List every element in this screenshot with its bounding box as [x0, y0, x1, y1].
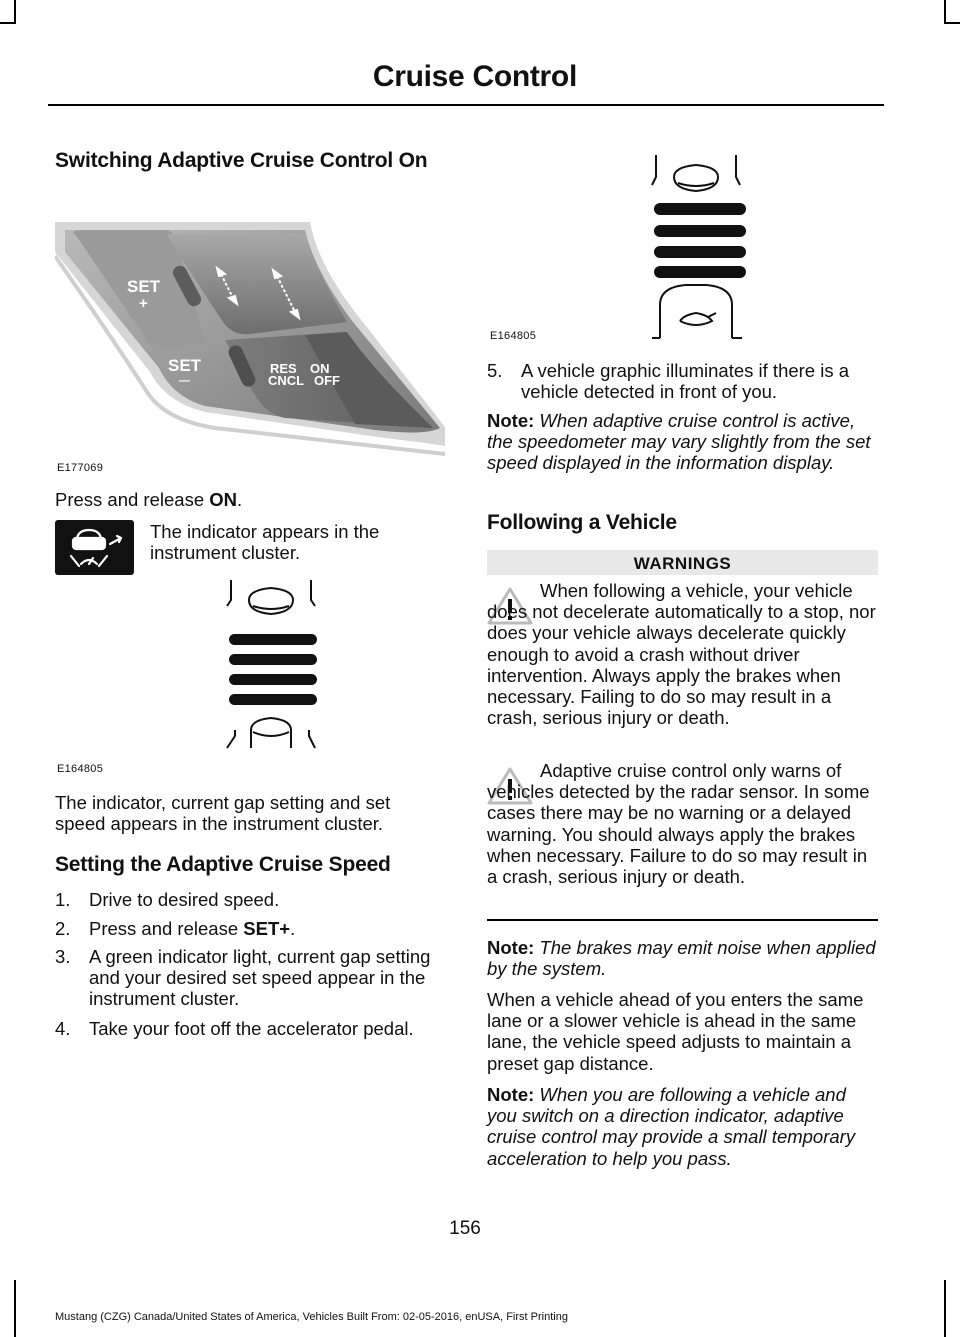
figure-code: E177069 — [57, 462, 104, 474]
set-minus-label: SET — [168, 356, 202, 375]
set-plus-label: SET — [127, 277, 161, 296]
figure-code: E164805 — [57, 763, 104, 775]
gap-distance-figure — [225, 580, 325, 750]
heading-setting-speed: Setting the Adaptive Cruise Speed — [55, 853, 391, 876]
list-item: 5. A vehicle graphic illuminates if there is a vehicle detected in front of you. — [487, 360, 850, 403]
plus-label: + — [139, 295, 148, 312]
warning-text: When following a vehicle, your vehicle does not decelerate automatically to a stop, nor does your vehicle always decelerate quickly enough to avoid a crash without driver intervention. Always apply the brakes when necessary. Failing to do so may result in a crash, serious injury or death. — [487, 580, 876, 729]
heading-switching-on: Switching Adaptive Cruise Control On — [55, 149, 428, 172]
warnings-header: WARNINGS — [487, 550, 878, 575]
indicator-gap-paragraph: The indicator, current gap setting and set speed appears in the instrument cluster. — [55, 792, 391, 835]
page-title: Cruise Control — [372, 60, 577, 93]
list-item: 2. Press and release SET+. — [55, 918, 296, 939]
indicator-appears-text: The indicator appears in the instrument cluster. — [150, 521, 380, 564]
heading-following-vehicle: Following a Vehicle — [487, 511, 677, 534]
minus-label: — — [179, 375, 190, 387]
list-item: 3. A green indicator light, current gap setting and your desired set speed appear in the instrument cluster. — [55, 946, 431, 1010]
warnings-end-rule — [487, 919, 878, 921]
note-speedometer: Note: When adaptive cruise control is active, the speedometer may vary slightly from the set speed displayed in the information display. — [487, 410, 871, 474]
list-item: 4. Take your foot off the accelerator pedal. — [55, 1018, 414, 1039]
figure-code: E164805 — [490, 330, 537, 342]
cncl-label: CNCL — [268, 373, 305, 388]
on-label: ON — [310, 361, 330, 376]
warning-item — [487, 760, 878, 910]
cruise-indicator-icon — [55, 520, 134, 575]
press-release-on: Press and release ON. — [55, 489, 243, 510]
note-direction-indicator: Note: When you are following a vehicle and you switch on a direction indicator, adaptive cruise control may provide a small temporary acceleration to help you pass. — [487, 1084, 856, 1169]
steering-wheel-controls-figure — [55, 222, 445, 458]
warning-text: Adaptive cruise control only warns of vehicles detected by the radar sensor. In some cases there may be no warning or a delayed warning. You should always apply the brakes when necessary. Failure to do so may result in a crash, serious injury or death. — [487, 760, 870, 888]
page-number: 156 — [449, 1218, 481, 1239]
steering-controls-illustration — [55, 222, 445, 458]
crop-mark — [944, 22, 960, 24]
note-brakes-noise: Note: The brakes may emit noise when applied by the system. — [487, 937, 876, 980]
header-rule — [48, 104, 884, 106]
vehicle-ahead-paragraph: When a vehicle ahead of you enters the same lane or a slower vehicle is ahead in the same lane, the vehicle speed adjusts to maintain a preset gap distance. — [487, 989, 864, 1074]
list-item: 1. Drive to desired speed. — [55, 889, 280, 910]
warning-item — [487, 580, 878, 755]
crop-mark — [944, 1280, 946, 1337]
footer-text: Mustang (CZG) Canada/United States of America, Vehicles Built From: 02-05-2016, enUSA, First Printing — [55, 1311, 568, 1323]
crop-mark — [14, 1280, 16, 1337]
crop-mark — [0, 22, 16, 24]
off-label: OFF — [314, 373, 340, 388]
crop-mark — [14, 0, 16, 22]
gap-distance-figure — [650, 155, 750, 340]
crop-mark — [944, 0, 946, 22]
res-label: RES — [270, 361, 297, 376]
